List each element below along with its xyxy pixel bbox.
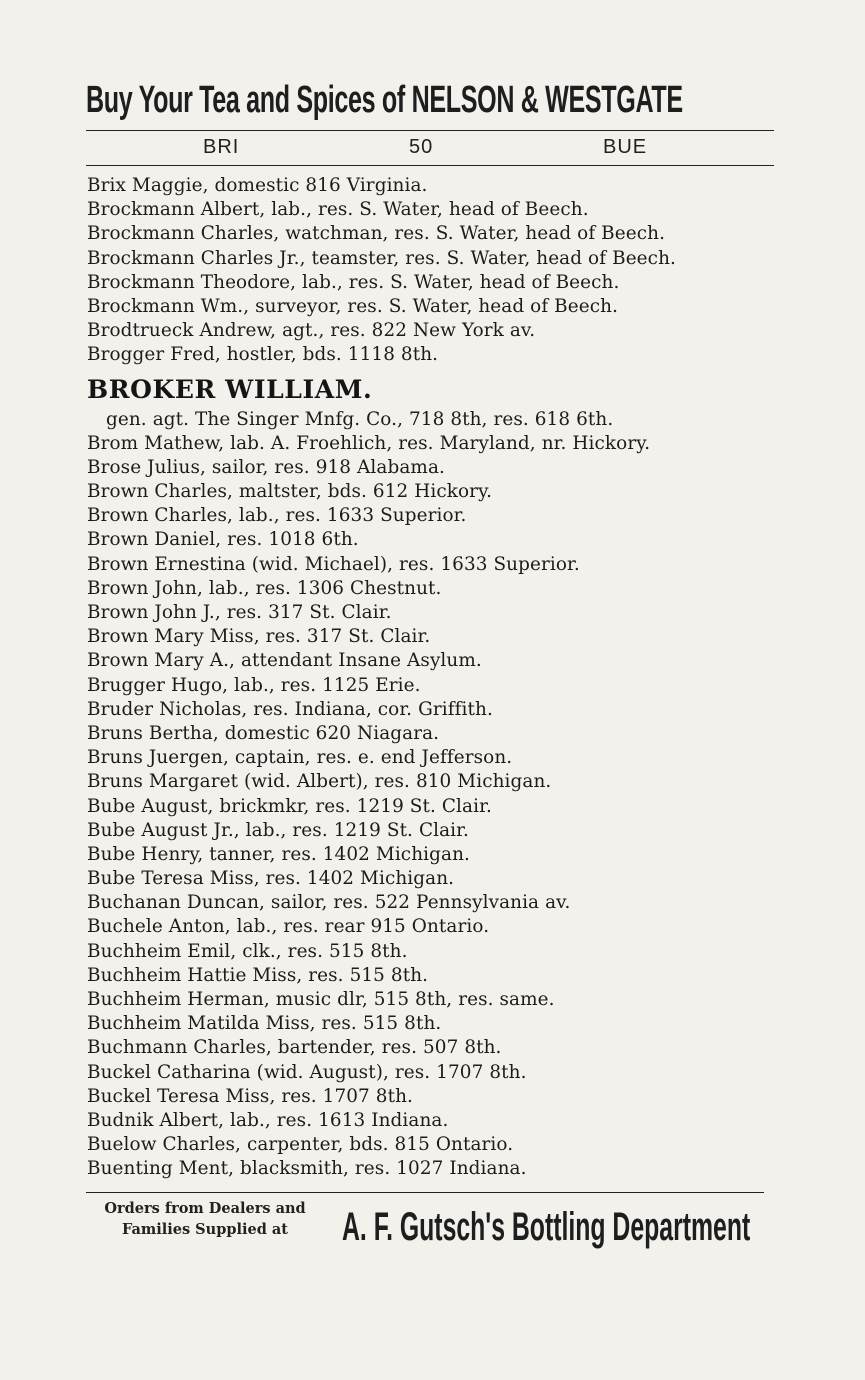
footer-ad-tagline-line2: Families Supplied at <box>121 1221 288 1238</box>
directory-entry: Bube Henry, tanner, res. 1402 Michigan. <box>87 843 470 865</box>
directory-entry: Brom Mathew, lab. A. Froehlich, res. Maryland, nr. Hickory. <box>87 432 651 454</box>
directory-entry: Bruns Juergen, captain, res. e. end Jefferson. <box>87 747 513 769</box>
directory-entry: Brown John, lab., res. 1306 Chestnut. <box>87 577 442 599</box>
footer-rule <box>86 1192 764 1193</box>
directory-entry: Brugger Hugo, lab., res. 1125 Erie. <box>87 674 421 696</box>
directory-entry: Brown Charles, maltster, bds. 612 Hickory. <box>87 481 493 503</box>
header-rule-bottom <box>86 165 774 166</box>
directory-entry: Buelow Charles, carpenter, bds. 815 Ontario. <box>87 1134 514 1156</box>
directory-entry: Bruns Margaret (wid. Albert), res. 810 Michigan. <box>87 771 552 793</box>
directory-entry: Brown Charles, lab., res. 1633 Superior. <box>87 505 467 527</box>
page-number: 50 <box>409 136 434 158</box>
featured-entry-detail: gen. agt. The Singer Mnfg. Co., 718 8th, res. 618 6th. <box>106 408 614 430</box>
directory-entry: Brown John J., res. 317 St. Clair. <box>87 602 392 623</box>
bottom-advertisement <box>80 1198 770 1256</box>
directory-entry: Bruns Bertha, domestic 620 Niagara. <box>87 722 440 744</box>
directory-entry: Brose Julius, sailor, res. 918 Alabama. <box>87 456 445 478</box>
directory-entry: Brodtrueck Andrew, agt., res. 822 New York av. <box>87 320 536 342</box>
directory-entry: Brown Ernestina (wid. Michael), res. 1633 Superior. <box>87 553 580 575</box>
guide-word-left: BRI <box>203 136 240 158</box>
directory-entry: Budnik Albert, lab., res. 1613 Indiana. <box>87 1109 449 1131</box>
directory-entry: Bube August, brickmkr, res. 1219 St. Clair. <box>87 795 492 817</box>
directory-entry: Brown Daniel, res. 1018 6th. <box>87 529 359 551</box>
directory-entry: Brockmann Albert, lab., res. S. Water, head of Beech. <box>87 199 589 221</box>
directory-entry: Buenting Ment, blacksmith, res. 1027 Indiana. <box>87 1158 527 1180</box>
directory-entry: Bube August Jr., lab., res. 1219 St. Clair. <box>87 819 469 841</box>
directory-entry: Brockmann Wm., surveyor, res. S. Water, head of Beech. <box>87 295 619 317</box>
directory-entry: Buchheim Hattie Miss, res. 515 8th. <box>87 964 429 986</box>
directory-entry: Buchele Anton, lab., res. rear 915 Ontario. <box>87 916 490 938</box>
directory-entry: Buckel Catharina (wid. August), res. 1707 8th. <box>87 1061 527 1083</box>
directory-entry: Brockmann Theodore, lab., res. S. Water, head of Beech. <box>87 271 620 293</box>
directory-entry: Bube Teresa Miss, res. 1402 Michigan. <box>87 868 455 890</box>
directory-entry: Brockmann Charles Jr., teamster, res. S. Water, head of Beech. <box>87 247 676 269</box>
directory-entries <box>87 174 787 1182</box>
directory-entry: Buchheim Herman, music dlr, 515 8th, res. same. <box>87 989 555 1010</box>
featured-entry-name: BROKER WILLIAM. <box>87 374 373 404</box>
footer-ad-tagline-line1: Orders from Dealers and <box>104 1200 306 1217</box>
directory-entry: Brogger Fred, hostler, bds. 1118 8th. <box>87 344 439 366</box>
directory-entry: Brown Mary Miss, res. 317 St. Clair. <box>87 626 431 648</box>
directory-entry: Brix Maggie, domestic 816 Virginia. <box>87 175 428 196</box>
directory-entry: Bruder Nicholas, res. Indiana, cor. Griffith. <box>87 698 493 720</box>
directory-entry: Brown Mary A., attendant Insane Asylum. <box>87 650 482 672</box>
directory-entry: Buchmann Charles, bartender, res. 507 8th. <box>87 1037 502 1059</box>
directory-entry: Buchheim Emil, clk., res. 515 8th. <box>87 940 408 962</box>
footer-ad-tagline <box>80 1198 330 1240</box>
directory-entry: Brockmann Charles, watchman, res. S. Water, head of Beech. <box>87 223 666 245</box>
header-rule-top <box>86 130 774 131</box>
guide-word-right: BUE <box>603 136 648 158</box>
directory-entry: Buckel Teresa Miss, res. 1707 8th. <box>87 1085 413 1107</box>
directory-entry: Buchanan Duncan, sailor, res. 522 Pennsylvania av. <box>87 892 571 914</box>
top-advertisement: Buy Your Tea and Spices of NELSON & WESTGATE <box>86 79 683 121</box>
footer-ad-business: A. F. Gutsch's Bottling Department <box>342 1205 751 1249</box>
directory-entry: Buchheim Matilda Miss, res. 515 8th. <box>87 1013 442 1035</box>
